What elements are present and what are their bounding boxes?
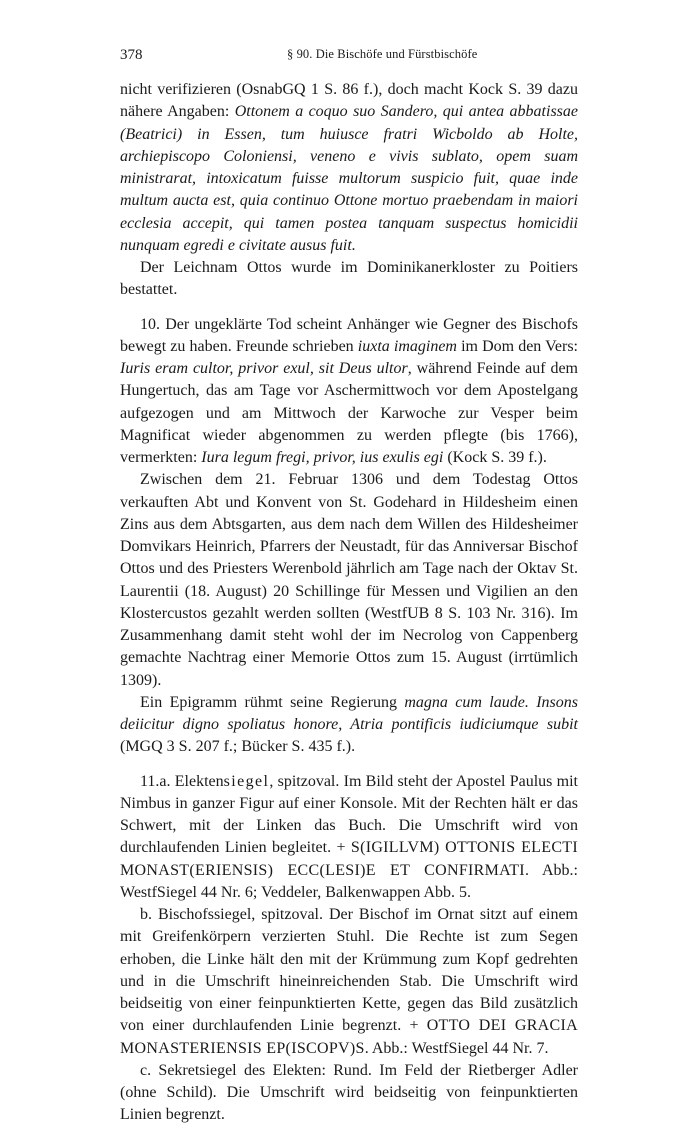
text: , während Feinde auf dem Hungertuch, das am Tage vor Aschermittwoch vor dem Apostelgang aufgezogen und am Mittwoch der Karwoche zur Vesper beim Magnificat wieder abgenommen zu werden pflegte (bis 1766), vermerkten: xyxy=(120,360,579,466)
running-head: § 90. Die Bischöfe und Fürstbischöfe xyxy=(287,47,478,61)
paragraph-1 xyxy=(120,79,578,257)
text: nicht verifizieren (OsnabGQ 1 S. 86 f.), doch macht Kock S. 39 dazu nähere Angaben: xyxy=(120,81,578,121)
text: im Dom den Vers: xyxy=(456,337,578,355)
latin-quote: Iura legum fregi, privor, ius exulis egi xyxy=(201,449,444,466)
paragraph-7 xyxy=(120,904,578,1060)
text: . Abb.: WestfSiegel 44 Nr. 7. xyxy=(364,1039,549,1057)
text: Ein Epigramm rühmt seine Regierung xyxy=(140,693,405,711)
paragraph-4 xyxy=(120,469,578,692)
paragraph-2 xyxy=(120,257,578,302)
text: 10. Der ungeklärte Tod scheint Anhänger wie Gegner des Bischofs bewegt zu haben. Freunde schrieben xyxy=(120,315,578,355)
text: c. Sekretsiegel des Elekten: Rund. Im Feld der Rietberger Adler (ohne Schild). Die Umschrift wird beidseitig von feinpunktierten Linien begrenzt. xyxy=(120,1061,578,1124)
text: (MGQ 3 S. 207 f.; Bücker S. 435 f.). xyxy=(120,738,356,756)
text: (Kock S. 39 f.). xyxy=(443,449,547,466)
latin-quote: magna cum laude. Insons deiicitur digno spoliatus honore, Atria pontificis iudiciumque subit xyxy=(120,693,579,733)
seal-inscription: OTTO DEI GRACIA MONASTERIENSIS EP(ISCOPV)S xyxy=(120,1017,578,1057)
latin-quote: Ottonem a coquo suo Sandero, qui antea abbatissae (Beatrici) in Essen, tum huiusce fratri Wicboldo ab Holte, archiepiscopo Coloniensi, veneno e vivis sublato, opem suam ministrarat, intoxicatum fuisse multorum suspicio fuit, quae inde multum aucta est, quia continuo Ottone mortuo praebendam in maiori ecclesia accepit, qui tamen postea tanquam suspectus homicidii nunquam egredi e civitate ausus fuit. xyxy=(120,103,578,254)
text: . Abb.: WestfSiegel 44 Nr. 6; Veddeler, Balkenwappen Abb. 5. xyxy=(120,861,578,901)
text: Zwischen dem 21. Februar 1306 und dem Todestag Ottos verkauften Abt und Konvent von St. Godehard in Hildesheim einen Zins aus dem Abtsgarten, aus dem nach dem Willen des Hildesheimer Domvikars Heinrich, Pfarrers der Neustadt, für das Anniversar Bischof Ottos und des Priesters Werenbold jährlich am Tage nach der Oktav St. Laurentii (18. August) 20 Schillinge für Messen und Vigilien an den Klostercustos gezahlt werden sollten (WestfUB 8 S. 103 Nr. 316). Im Zusammenhang damit steht wohl der im Necrolog von Cappenberg gemachte Nachtrag einer Memorie Ottos zum 15. August (irrtümlich 1309). xyxy=(120,471,578,689)
paragraph-5 xyxy=(120,692,578,759)
seal-inscription: S(IGILLVM) OTTONIS ELECTI MONAST(ERIENSIS) ECC(LESI)E ET CONFIRMATI xyxy=(120,839,578,879)
text: Der Leichnam Ottos wurde im Dominikanerkloster zu Poitiers bestattet. xyxy=(120,259,578,299)
text: , spitzoval. Im Bild steht der Apostel Paulus mit Nimbus in ganzer Figur auf einer Konsole. Mit der Rechten hält er das Schwert, mit der Linken das Buch. Die Umschrift wird von durchlaufenden Linien begleitet. + xyxy=(120,772,578,857)
latin-quote: iuxta imaginem xyxy=(357,337,457,355)
text: 11.a. Elekten xyxy=(140,772,224,790)
text: b. Bischofssiegel, spitzoval. Der Bischof im Ornat sitzt auf einem mit Greifenkörpern verzierten Stuhl. Die Rechte ist zum Segen erhoben, die Linke hält den mit der Krümmung zum Kopf gedrehten und in die Umschrift hineinreichenden Stab. Die Umschrift wird beidseitig von einer feinpunktierten Kette, gegen das Bild zusätzlich von einer durchlaufenden Linie begrenzt. + xyxy=(120,906,578,1035)
paragraph-6 xyxy=(120,771,578,905)
spaced-text: siegel xyxy=(223,772,270,790)
paragraph-8 xyxy=(120,1060,578,1127)
latin-quote: Iuris eram cultor, privor exul, sit Deus ultor xyxy=(120,360,408,377)
main-text xyxy=(120,79,578,1127)
paragraph-3 xyxy=(120,314,578,470)
page-number: 378 xyxy=(120,47,143,63)
